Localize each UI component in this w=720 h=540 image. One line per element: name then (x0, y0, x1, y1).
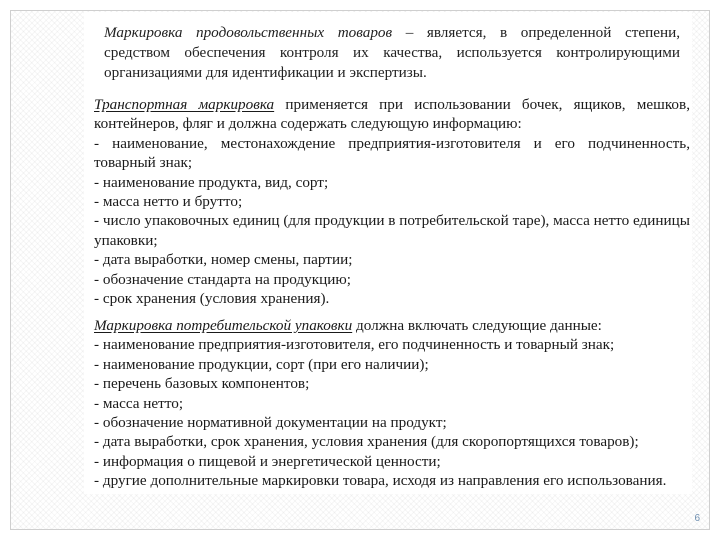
transport-item: - масса нетто и брутто; (94, 193, 243, 211)
transport-lead (94, 95, 690, 134)
transport-marking-section (94, 95, 690, 308)
transport-item: - наименование, местонахождение предприятия-изготовителя и его подчиненность, товарный знак; (94, 134, 690, 172)
consumer-text: должна включать следующие данные: (352, 317, 602, 334)
consumer-term: Маркировка потребительской упаковки (94, 317, 353, 334)
transport-item: - наименование продукта, вид, сорт; (94, 173, 329, 191)
transport-item: - срок хранения (условия хранения). (94, 290, 330, 308)
transport-item: - дата выработки, номер смены, партии; (94, 251, 353, 269)
consumer-item: - наименование продукции, сорт (при его наличии); (94, 355, 429, 373)
consumer-item: - наименование предприятия-изготовителя, его подчиненность и товарный знак; (94, 336, 615, 354)
page-number: 6 (694, 513, 700, 524)
consumer-item: - обозначение нормативной документации на продукт; (94, 414, 447, 432)
transport-term: Транспортная маркировка (94, 96, 275, 113)
consumer-lead (94, 316, 690, 335)
consumer-item: - перечень базовых компонентов; (94, 375, 310, 393)
intro-term: Маркировка продовольственных товаров (104, 24, 393, 41)
consumer-item: - информация о пищевой и энергетической ценности; (94, 452, 441, 470)
consumer-item: - дата выработки, срок хранения, условия хранения (для скоропортящихся товаров); (94, 433, 639, 451)
intro-paragraph (104, 23, 680, 83)
transport-item: - число упаковочных единиц (для продукции в потребительской таре), масса нетто единицы упаковки; (94, 212, 690, 249)
transport-item: - обозначение стандарта на продукцию; (94, 270, 351, 288)
transport-text: применяется при использовании бочек, ящиков, мешков, контейнеров, фляг и должна содержать следующую информацию: (94, 96, 690, 133)
consumer-item: - другие дополнительные маркировки товара, исходя из направления его использования. (94, 472, 667, 490)
consumer-packaging-section (94, 316, 690, 491)
intro-text: – является, в определенной степени, средством обеспечения контроля их качества, используется контролирующими организациями для идентификации и экспертизы. (104, 24, 680, 81)
consumer-item: - масса нетто; (94, 394, 184, 412)
